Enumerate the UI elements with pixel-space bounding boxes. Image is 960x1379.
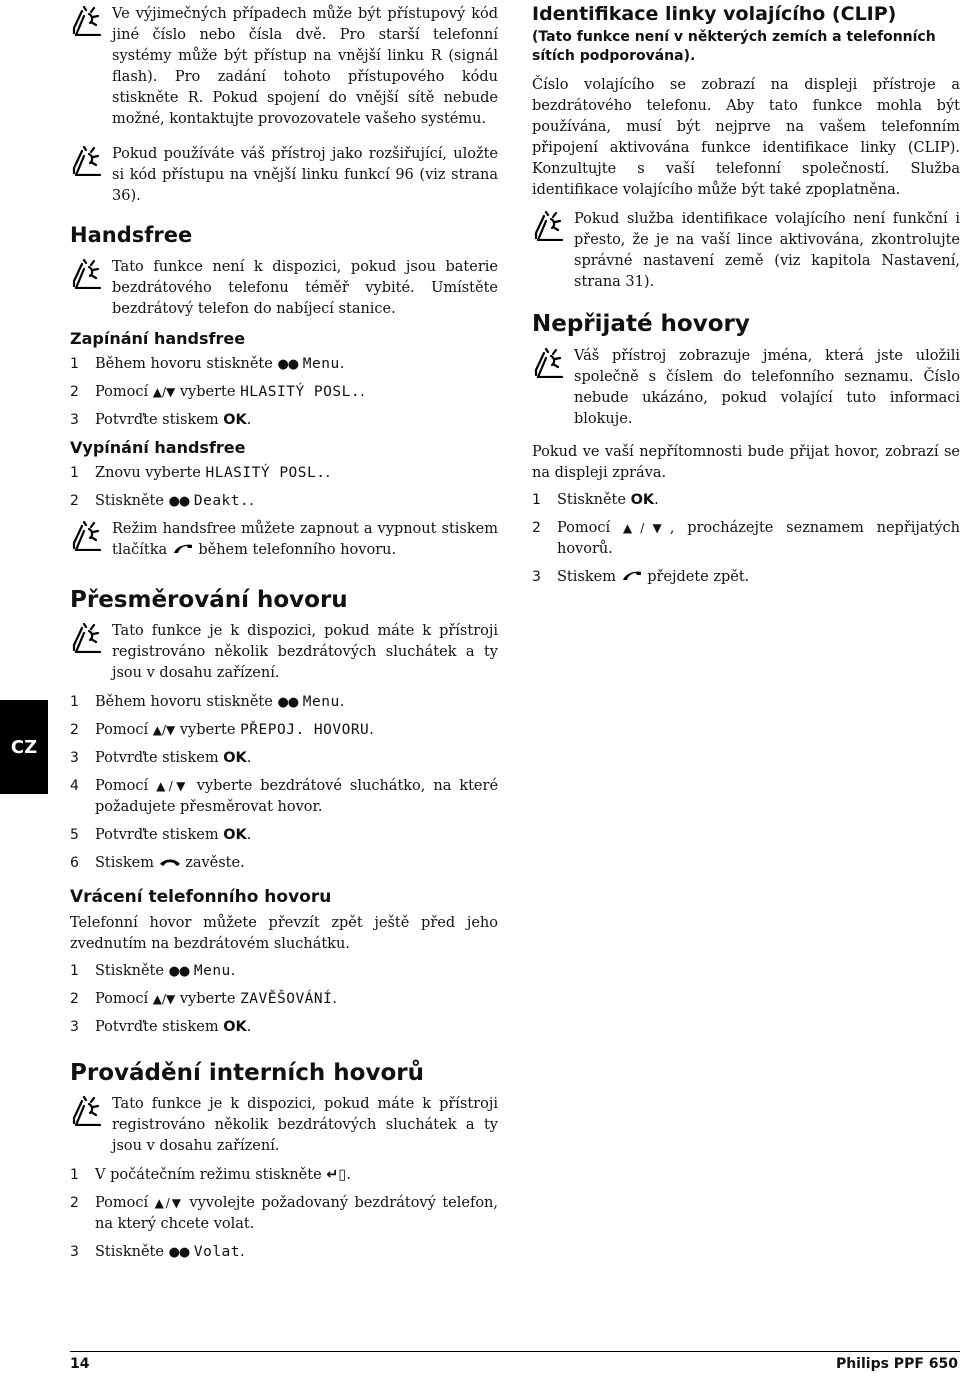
softkey-icon: ●●	[277, 695, 299, 710]
navigation-arrows-icon: ▲/▼	[156, 779, 189, 793]
note-handsfree-battery	[70, 257, 498, 320]
display-text: PŘEPOJ. HOVORU	[240, 722, 370, 738]
tip-icon	[70, 6, 104, 36]
note-handsfree-toggle	[70, 519, 498, 561]
tip-icon	[70, 623, 104, 653]
step: 2 Pomocí ▲/▼, procházejte seznamem nepřijatých hovorů.	[532, 520, 960, 557]
section-title-missed-calls: Nepřijaté hovory	[532, 311, 750, 337]
step: 3 Potvrďte stiskem OK.	[70, 750, 252, 766]
step: 1 Stiskněte OK.	[532, 492, 659, 508]
steps-handsfree-off	[70, 463, 498, 512]
subsection-title-handsfree-off: Vypínání handsfree	[70, 438, 246, 457]
note-access-code	[70, 4, 498, 130]
tip-icon	[70, 521, 104, 551]
product-name: Philips PPF 650	[835, 1356, 958, 1372]
note-text: Tato funkce je k dispozici, pokud máte k přístroji registrováno několik bezdrátových sluchátek a ty jsou v dosahu zařízení.	[112, 1096, 498, 1154]
step: 1 Během hovoru stiskněte ●● Menu.	[70, 694, 345, 710]
note-transfer	[70, 621, 498, 684]
note-text: Ve výjimečných případech může být přístupový kód jiné číslo nebo čísla dvě. Pro starší telefonní systémy může být přístup na vnější linku R (signál flash). Pro zadání tohoto přístupového kódu stiskněte R. Pokud spojení do vnější sítě nebude možné, kontaktujte provozovatele vašeho systému.	[112, 6, 498, 127]
right-column	[532, 2, 960, 595]
footer-divider	[70, 1351, 960, 1352]
display-text: Menu	[302, 356, 340, 372]
step: 2 Pomocí ▲/▼ vyvolejte požadovaný bezdrátový telefon, na který chcete volat.	[70, 1195, 499, 1232]
softkey-icon: ●●	[168, 964, 190, 979]
note-text: Pokud používáte váš přístroj jako rozšiřující, uložte si kód přístupu na vnější linku funkcí 96 (viz strana 36).	[112, 146, 498, 204]
subsection-title-returning: Vrácení telefonního hovoru	[70, 887, 332, 907]
steps-transfer	[70, 692, 498, 874]
steps-returning	[70, 961, 498, 1038]
step: 2 Stiskněte ●● Deakt..	[70, 493, 254, 509]
display-text: Volat	[193, 1244, 241, 1260]
missed-body: Pokud ve vaší nepřítomnosti bude přijat hovor, zobrazí se na displeji zpráva.	[532, 444, 960, 481]
tip-icon	[70, 1096, 104, 1126]
steps-missed	[532, 490, 960, 588]
section-title-handsfree: Handsfree	[70, 223, 193, 247]
intercom-key-icon: ↵▯	[326, 1167, 347, 1183]
step: 6 Stiskem zavěste.	[70, 855, 245, 871]
ok-key: OK	[223, 412, 247, 428]
section-title-internal-calls: Provádění interních hovorů	[70, 1060, 424, 1086]
display-text: Menu	[193, 963, 231, 979]
returning-body: Telefonní hovor můžete převzít zpět ještě před jeho zvednutím na bezdrátovém sluchátku.	[70, 915, 498, 952]
tip-icon	[532, 211, 566, 241]
tip-icon	[70, 259, 104, 289]
step: 1 Během hovoru stiskněte ●● Menu.	[70, 356, 345, 372]
language-tab: CZ	[0, 700, 48, 794]
display-text: Deakt.	[193, 493, 250, 509]
note-clip	[532, 209, 960, 293]
navigation-arrows-icon: ▲/▼	[152, 992, 176, 1006]
subsection-title-handsfree-on: Zapínání handsfree	[70, 329, 246, 348]
note-internal	[70, 1094, 498, 1157]
step: 2 Pomocí ▲/▼ vyberte PŘEPOJ. HOVORU.	[70, 722, 374, 738]
steps-handsfree-on	[70, 354, 498, 431]
section-title-transfer: Přesměrování hovoru	[70, 587, 348, 613]
step: 1 V počátečním režimu stiskněte ↵▯.	[70, 1167, 352, 1183]
clip-subtitle: (Tato funkce není v některých zemích a telefonních sítích podporována).	[532, 29, 936, 64]
handset-icon	[621, 569, 643, 583]
ok-key: OK	[223, 827, 247, 843]
navigation-arrows-icon: ▲/▼	[152, 723, 176, 737]
step: 2 Pomocí ▲/▼ vyberte ZAVĚŠOVÁNÍ.	[70, 991, 337, 1007]
left-column	[70, 4, 498, 1270]
note-missed	[532, 346, 960, 430]
navigation-arrows-icon: ▲/▼	[152, 385, 176, 399]
ok-key: OK	[223, 1019, 247, 1035]
section-title-clip: Identifikace linky volajícího (CLIP)	[532, 3, 897, 25]
steps-internal	[70, 1165, 498, 1263]
step: 1 Stiskněte ●● Menu.	[70, 963, 236, 979]
page-number: 14	[70, 1356, 90, 1372]
hang-up-icon	[159, 855, 181, 869]
softkey-icon: ●●	[168, 494, 190, 509]
display-text: ZAVĚŠOVÁNÍ	[240, 991, 333, 1007]
note-text: Váš přístroj zobrazuje jména, která jste uložili společně s číslem do telefonního seznamu. Číslo nebude ukázáno, pokud volající tuto informaci blokuje.	[574, 348, 960, 427]
ok-key: OK	[223, 750, 247, 766]
clip-body: Číslo volajícího se zobrazí na displeji přístroje a bezdrátového telefonu. Aby tato funkce mohla být používána, musí být nejprve na vašem telefonním připojení aktivována funkce identifikace linky (CLIP). Konzultujte s vaší telefonní společností. Služba identifikace volajícího může být také zpoplatněna.	[532, 77, 960, 198]
step: 2 Pomocí ▲/▼ vyberte HLASITÝ POSL..	[70, 384, 365, 400]
tip-icon	[70, 146, 104, 176]
step: 3 Stiskem přejdete zpět.	[532, 569, 750, 585]
step: 3 Stiskněte ●● Volat.	[70, 1244, 245, 1260]
navigation-arrows-icon: ▲/▼	[154, 1196, 183, 1210]
step: 1 Znovu vyberte HLASITÝ POSL..	[70, 465, 331, 481]
navigation-arrows-icon: ▲/▼	[622, 521, 670, 535]
note-text: Tato funkce není k dispozici, pokud jsou baterie bezdrátového telefonu téměř vybité. Umístěte bezdrátový telefon do nabíjecí stanice.	[112, 259, 498, 317]
display-text: Menu	[302, 694, 340, 710]
step: 5 Potvrďte stiskem OK.	[70, 827, 252, 843]
step: 3 Potvrďte stiskem OK.	[70, 412, 252, 428]
handset-icon	[172, 542, 194, 556]
note-extension	[70, 144, 498, 207]
display-text: HLASITÝ POSL.	[240, 384, 361, 400]
step: 3 Potvrďte stiskem OK.	[70, 1019, 252, 1035]
tip-icon	[532, 348, 566, 378]
display-text: HLASITÝ POSL.	[205, 465, 326, 481]
softkey-icon: ●●	[277, 357, 299, 372]
softkey-icon: ●●	[168, 1245, 190, 1260]
step: 4 Pomocí ▲/▼ vyberte bezdrátové sluchátko, na které požadujete přesměrovat hovor.	[70, 778, 499, 815]
note-text: Režim handsfree můžete zapnout a vypnout stiskem tlačítka během telefonního hovoru.	[112, 521, 498, 558]
note-text: Pokud služba identifikace volajícího není funkční i přesto, že je na vaší lince aktivována, zkontrolujte správné nastavení země (viz kapitola Nastavení, strana 31).	[574, 211, 960, 290]
note-text: Tato funkce je k dispozici, pokud máte k přístroji registrováno několik bezdrátových sluchátek a ty jsou v dosahu zařízení.	[112, 623, 498, 681]
ok-key: OK	[630, 492, 655, 508]
